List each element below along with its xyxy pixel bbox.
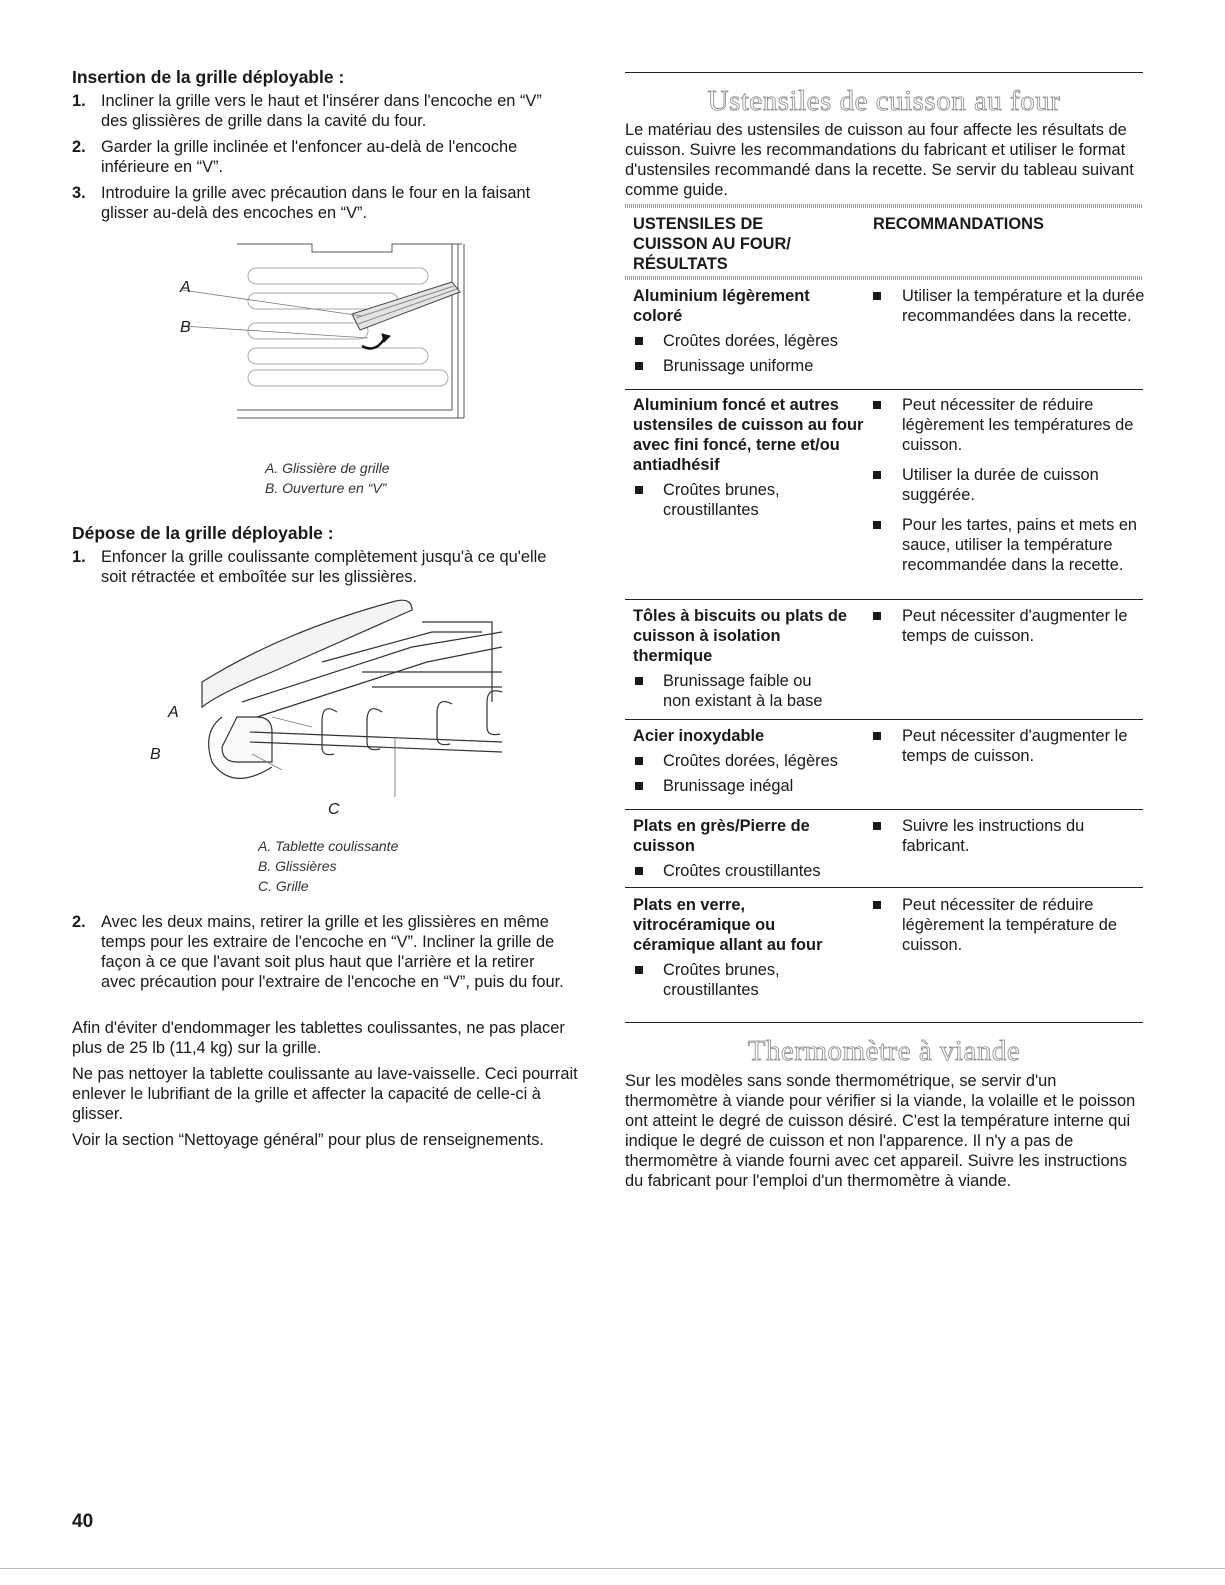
step-text: Avec les deux mains, retirer la grille et les glissières en même temps pour les extraire de l'encoche en “V”. Incliner la grille de façon à ce que l'avant soit plus haut que l'arrière et la retirer avec précaution pour l'extraire de l'encoche en “V”, puis du four. [101,913,564,991]
rack-insertion-illustration [162,238,482,428]
result-text: Croûtes croustillantes [663,862,821,880]
table-header-left: USTENSILES DE CUISSON AU FOUR/ RÉSULTATS [633,215,791,273]
row-divider [625,599,1143,600]
depose-step-1 [72,547,572,587]
row-left-cell [633,286,865,376]
insertion-heading: Insertion de la grille déployable : [72,67,345,87]
result-item [633,861,865,881]
rec-text: Suivre les instructions du fabricant. [902,817,1085,855]
row-divider [625,887,1143,888]
row-divider [625,389,1143,390]
row-right-cell [873,606,1145,656]
row-right-cell [873,395,1145,585]
figure2-label-c: C [328,801,340,818]
bullet-icon [635,782,643,790]
rec-text: Peut nécessiter de réduire légèrement les températures de cuisson. [902,396,1134,454]
cookware-name: Plats en grès/Pierre de cuisson [633,817,810,855]
bullet-icon [873,822,881,830]
result-item [633,671,843,711]
row-left-cell [633,895,865,1000]
page-number: 40 [72,1511,94,1532]
result-item [633,356,865,376]
result-text: Croûtes dorées, légères [663,332,838,350]
thermometre-text: Sur les modèles sans sonde thermométrique, se servir d'un thermomètre à viande pour vérifier si la viande, la volaille et le poisson ont atteint le degré de cuisson désiré. C'est la température interne qui indique le degré de cuisson et non l'apparence. Il n'y a pas de thermomètre à viande fourni avec cet appareil. Suivre les instructions du fabricant pour l'emploi d'un thermomètre à viande. [625,1072,1136,1190]
rec-text: Peut nécessiter de réduire légèrement la température de cuisson. [902,896,1118,954]
row-left-cell [633,395,865,520]
rec-text: Peut nécessiter d'augmenter le temps de cuisson. [902,607,1128,645]
figure1-caption-b: B. Ouverture en “V” [265,480,387,496]
result-text: Croûtes brunes, croustillantes [663,961,780,999]
rec-text: Utiliser la température et la durée recommandées dans la recette. [902,287,1145,325]
cookware-name: Plats en verre, vitrocéramique ou céramique allant au four [633,896,823,954]
figure1-label-b: B [180,319,191,336]
thermometre-title: Thermomètre à viande [747,1035,1021,1067]
rec-item [873,816,1145,856]
result-item [633,480,865,520]
figure2-caption-c: C. Grille [258,878,309,894]
bullet-icon [873,401,881,409]
rec-item [873,606,1145,646]
table-header-right: RECOMMANDATIONS [873,215,1044,233]
row-right-cell [873,726,1145,776]
bullet-icon [873,612,881,620]
figure2-label-b: B [150,746,161,763]
depose-paragraph-cleaning: Voir la section “Nettoyage général” pour plus de renseignements. [72,1131,544,1149]
rec-text: Pour les tartes, pains et mets en sauce, utiliser la température recommandée dans la recette. [902,516,1138,574]
result-item [633,776,865,796]
rec-text: Peut nécessiter d'augmenter le temps de cuisson. [902,727,1128,765]
rec-item [873,515,1145,575]
rec-item [873,286,1145,326]
cookware-table [625,204,1143,1014]
bullet-icon [873,292,881,300]
bullet-icon [635,677,643,685]
bullet-icon [873,732,881,740]
rec-item [873,726,1145,766]
result-item [633,960,843,1000]
bottom-rule [0,1568,1225,1569]
result-text: Brunissage uniforme [663,357,814,375]
result-text: Brunissage faible ou non existant à la base [663,672,823,710]
figure2-label-a: A [168,704,179,721]
cookware-name: Acier inoxydable [633,727,765,745]
depose-paragraph-dishwasher: Ne pas nettoyer la tablette coulissante au lave-vaisselle. Ceci pourrait enlever le lubrifiant de la grille et affecter la capacité de celle-ci à glisser. [72,1065,578,1123]
row-right-cell [873,816,1145,866]
depose-heading: Dépose de la grille déployable : [72,523,334,543]
row-left-cell [633,816,865,881]
step-number: 2. [72,913,86,931]
depose-paragraph-weight: Afin d'éviter d'endommager les tablettes coulissantes, ne pas placer plus de 25 lb (11,4 kg) sur la grille. [72,1019,565,1057]
rack-removal-illustration [162,592,512,822]
depose-step-2 [72,912,572,992]
step-text: Enfoncer la grille coulissante complètement jusqu'à ce qu'elle soit rétractée et emboîtée sur les glissières. [101,548,547,586]
table-top-rule [625,204,1143,208]
insertion-step-1 [72,91,572,131]
row-divider [625,809,1143,810]
rec-item [873,395,1145,455]
step-text: Incliner la grille vers le haut et l'insérer dans l'encoche en “V” des glissières de grille dans la cavité du four. [101,92,542,130]
row-right-cell [873,895,1145,965]
step-number: 1. [72,548,86,566]
bullet-icon [635,362,643,370]
step-text: Introduire la grille avec précaution dans le four en la faisant glisser au-delà des encoches en “V”. [101,184,531,222]
row-left-cell [633,606,865,711]
row-right-cell [873,286,1145,336]
ustensiles-intro: Le matériau des ustensiles de cuisson au four affecte les résultats de cuisson. Suivre les recommandations du fabricant et utiliser le format d'ustensiles recommandé dans la recette. Se servir du tableau suivant comme guide. [625,121,1134,199]
ustensiles-title: Ustensiles de cuisson au four [707,85,1061,117]
figure2-caption-b: B. Glissières [258,858,337,874]
rec-item [873,895,1145,955]
bullet-icon [873,471,881,479]
bullet-icon [873,901,881,909]
insertion-step-2 [72,137,572,177]
step-number: 2. [72,138,86,156]
figure2-caption-a: A. Tablette coulissante [258,838,399,854]
result-text: Croûtes dorées, légères [663,752,838,770]
bullet-icon [635,867,643,875]
result-item [633,751,865,771]
rec-text: Utiliser la durée de cuisson suggérée. [902,466,1099,504]
cookware-name: Aluminium légèrement coloré [633,287,810,325]
section-divider [625,1022,1143,1023]
table-header-rule [625,276,1143,280]
figure1-label-a: A [180,279,191,296]
result-item [633,331,865,351]
bullet-icon [873,521,881,529]
cookware-name: Aluminium foncé et autres ustensiles de cuisson au four avec fini foncé, terne et/ou antiadhésif [633,396,864,474]
bullet-icon [635,486,643,494]
row-left-cell [633,726,865,796]
row-divider [625,719,1143,720]
result-text: Croûtes brunes, croustillantes [663,481,780,519]
cookware-name: Tôles à biscuits ou plats de cuisson à isolation thermique [633,607,848,665]
bullet-icon [635,966,643,974]
result-text: Brunissage inégal [663,777,794,795]
insertion-step-3 [72,183,572,223]
bullet-icon [635,337,643,345]
depose-steps-2 [72,912,572,998]
step-number: 3. [72,184,86,202]
insertion-steps [72,91,572,229]
step-number: 1. [72,92,86,110]
rec-item [873,465,1145,505]
step-text: Garder la grille inclinée et l'enfoncer au-delà de l'encoche inférieure en “V”. [101,138,518,176]
bullet-icon [635,757,643,765]
section-divider [625,72,1143,73]
depose-steps-1 [72,547,572,593]
figure1-caption-a: A. Glissière de grille [265,460,390,476]
